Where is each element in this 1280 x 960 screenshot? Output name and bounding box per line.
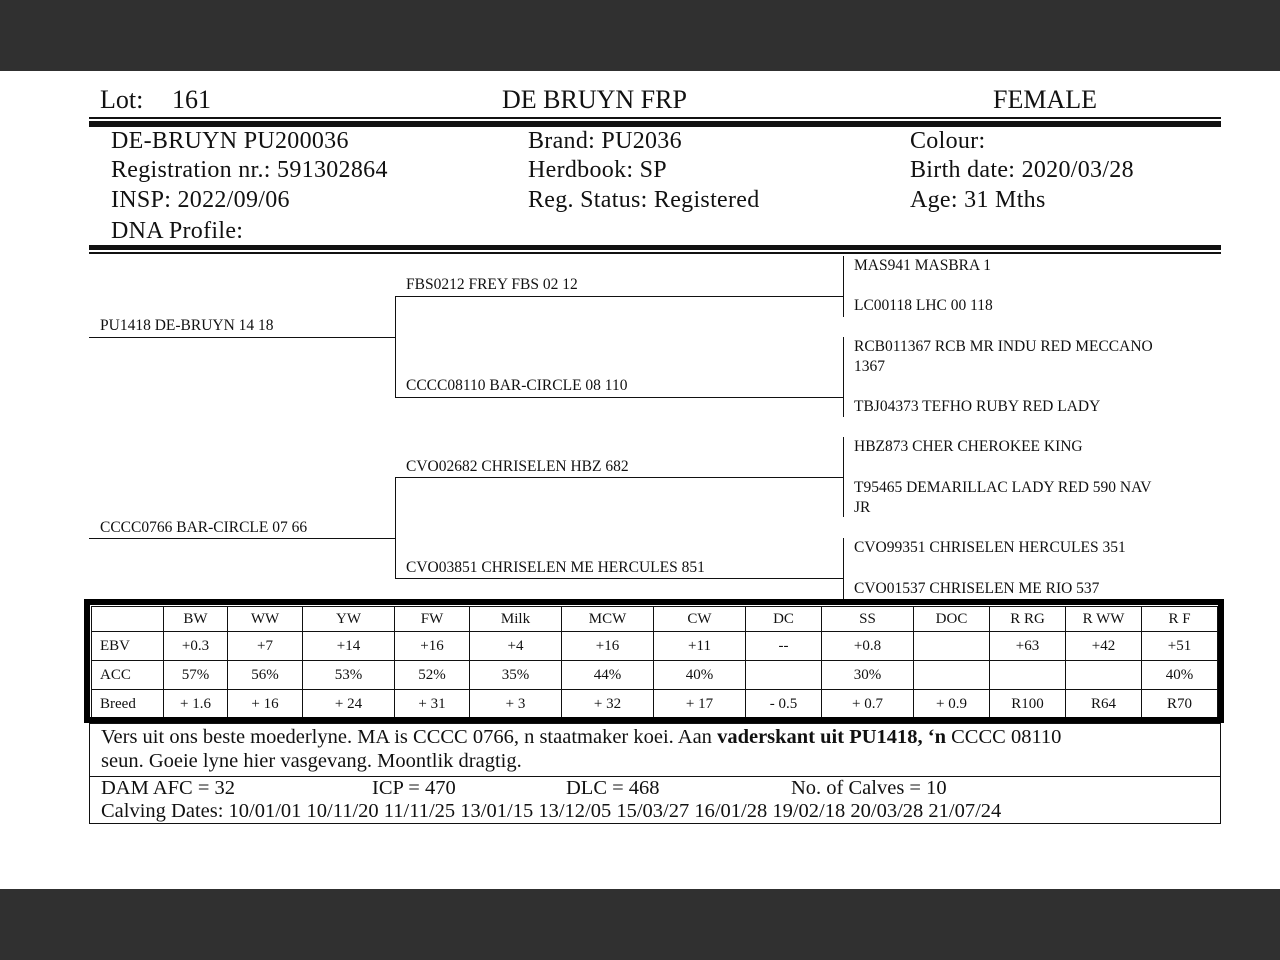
gen3-sds: RCB011367 RCB MR INDU RED MECCANO	[854, 338, 1153, 355]
notes-text-b: CCCC 08110	[946, 726, 1062, 748]
breed-cell: R64	[1066, 690, 1142, 719]
row-label: EBV	[92, 632, 164, 661]
info-rule-thick	[89, 245, 1221, 250]
colour: Colour:	[910, 128, 986, 154]
dam-bracket	[395, 478, 396, 579]
calving-dates: Calving Dates: 10/01/01 10/11/20 11/11/25 13/01/15 13/12/05 15/03/27 16/01/28 19/02/18 20/03/28 21/07/24	[101, 800, 1002, 822]
acc-cell: 44%	[562, 661, 654, 690]
gen3-dsd: T95465 DEMARILLAC LADY RED 590 NAV	[854, 479, 1152, 496]
breeder-name: DE BRUYN FRP	[502, 85, 687, 114]
pedigree-dam-sire: CVO02682 CHRISELEN HBZ 682	[406, 458, 629, 475]
ebv-header-cell: YW	[303, 607, 395, 632]
acc-cell: 57%	[164, 661, 228, 690]
ebv-cell: +14	[303, 632, 395, 661]
lot-number: 161	[172, 85, 211, 114]
ebv-header-cell: WW	[228, 607, 303, 632]
bottom-letterbox-bar	[0, 889, 1280, 960]
dam-icp: ICP = 470	[372, 777, 456, 799]
gen3-sss: MAS941 MASBRA 1	[854, 257, 991, 274]
gen3-bracket-2	[843, 337, 844, 417]
acc-cell: 53%	[303, 661, 395, 690]
dam-sire-line	[395, 477, 843, 478]
gen3-dsd-cont: JR	[854, 499, 871, 516]
pedigree-sire-dam: CCCC08110 BAR-CIRCLE 08 110	[406, 377, 628, 394]
dam-calves: No. of Calves = 10	[791, 777, 947, 799]
ebv-cell: +51	[1142, 632, 1218, 661]
gen3-bracket-3	[843, 437, 844, 517]
breed-cell: + 24	[303, 690, 395, 719]
ebv-header-cell: CW	[654, 607, 746, 632]
ebv-header-cell: R WW	[1066, 607, 1142, 632]
dna-profile: DNA Profile:	[111, 218, 244, 244]
breed-cell: + 16	[228, 690, 303, 719]
ebv-header-cell: Milk	[470, 607, 562, 632]
ebv-header-cell: DOC	[914, 607, 990, 632]
row-label: ACC	[92, 661, 164, 690]
gen3-sds-cont: 1367	[854, 358, 885, 375]
breed-cell: + 0.7	[822, 690, 914, 719]
ebv-header-cell: BW	[164, 607, 228, 632]
dam-dam-line	[395, 578, 843, 579]
breed-cell: R100	[990, 690, 1066, 719]
breed-cell: + 17	[654, 690, 746, 719]
pedigree-dam-dam: CVO03851 CHRISELEN ME HERCULES 851	[406, 559, 705, 576]
gen3-dds: CVO99351 CHRISELEN HERCULES 351	[854, 539, 1126, 556]
gen3-bracket-4	[843, 538, 844, 599]
notes-text-bold: vaderskant uit PU1418, ‘n	[717, 726, 946, 748]
sire-bracket	[395, 297, 396, 398]
animal-name: DE-BRUYN PU200036	[111, 128, 349, 154]
notes-box	[89, 723, 1221, 824]
notes-line-2: seun. Goeie lyne hier vasgevang. Moontlik dragtig.	[101, 750, 522, 772]
ebv-cell: +4	[470, 632, 562, 661]
registration-number: Registration nr.: 591302864	[111, 157, 388, 183]
ebv-header-cell: DC	[746, 607, 822, 632]
dam-line	[89, 538, 395, 539]
brand: Brand: PU2036	[528, 128, 682, 154]
acc-cell: 35%	[470, 661, 562, 690]
ebv-cell: --	[746, 632, 822, 661]
notes-line-1	[101, 726, 1061, 749]
pedigree-sire: PU1418 DE-BRUYN 14 18	[100, 317, 274, 334]
breed-cell: + 3	[470, 690, 562, 719]
acc-cell: 52%	[395, 661, 470, 690]
ebv-cell: +16	[395, 632, 470, 661]
dam-dlc: DLC = 468	[566, 777, 660, 799]
ebv-cell: +7	[228, 632, 303, 661]
herdbook: Herdbook: SP	[528, 157, 667, 183]
header-rule-thick	[89, 121, 1221, 127]
ebv-cell: +16	[562, 632, 654, 661]
sire-line	[89, 337, 395, 338]
ebv-cell: +63	[990, 632, 1066, 661]
acc-cell: 40%	[1142, 661, 1218, 690]
ebv-cell: +42	[1066, 632, 1142, 661]
top-letterbox-bar	[0, 0, 1280, 71]
registration-status: Reg. Status: Registered	[528, 187, 760, 213]
ebv-cell: +0.8	[822, 632, 914, 661]
pedigree-sire-sire: FBS0212 FREY FBS 02 12	[406, 276, 578, 293]
ebv-header-cell: MCW	[562, 607, 654, 632]
acc-cell: 30%	[822, 661, 914, 690]
acc-cell: 56%	[228, 661, 303, 690]
breed-cell: + 32	[562, 690, 654, 719]
ebv-cell: +11	[654, 632, 746, 661]
sex-label: FEMALE	[993, 85, 1097, 114]
ebv-table-frame	[84, 599, 1224, 723]
breed-cell: + 1.6	[164, 690, 228, 719]
gen3-sdd: TBJ04373 TEFHO RUBY RED LADY	[854, 398, 1101, 415]
header-rule-thin	[89, 117, 1221, 119]
sire-sire-line	[395, 296, 843, 297]
ebv-header-cell: FW	[395, 607, 470, 632]
info-rule-thin	[89, 252, 1221, 254]
row-label: Breed	[92, 690, 164, 719]
age: Age: 31 Mths	[910, 187, 1046, 213]
breed-cell: R70	[1142, 690, 1218, 719]
ebv-header-cell: R F	[1142, 607, 1218, 632]
notes-text-a: Vers uit ons beste moederlyne. MA is CCCC 0766, n staatmaker koei. Aan	[101, 726, 718, 748]
gen3-bracket-1	[843, 256, 844, 317]
lot-label: Lot:	[100, 85, 144, 114]
breed-cell: + 0.9	[914, 690, 990, 719]
inspection-date: INSP: 2022/09/06	[111, 187, 290, 213]
ebv-header-cell: R RG	[990, 607, 1066, 632]
breed-cell: - 0.5	[746, 690, 822, 719]
ebv-cell: +0.3	[164, 632, 228, 661]
sire-dam-line	[395, 397, 843, 398]
breed-cell: + 31	[395, 690, 470, 719]
gen3-ddd: CVO01537 CHRISELEN ME RIO 537	[854, 580, 1100, 597]
acc-cell: 40%	[654, 661, 746, 690]
gen3-ssd: LC00118 LHC 00 118	[854, 297, 993, 314]
gen3-dss: HBZ873 CHER CHEROKEE KING	[854, 438, 1083, 455]
birth-date: Birth date: 2020/03/28	[910, 157, 1134, 183]
dam-afc: DAM AFC = 32	[101, 777, 236, 799]
pedigree-dam: CCCC0766 BAR-CIRCLE 07 66	[100, 519, 308, 536]
ebv-header-cell: SS	[822, 607, 914, 632]
